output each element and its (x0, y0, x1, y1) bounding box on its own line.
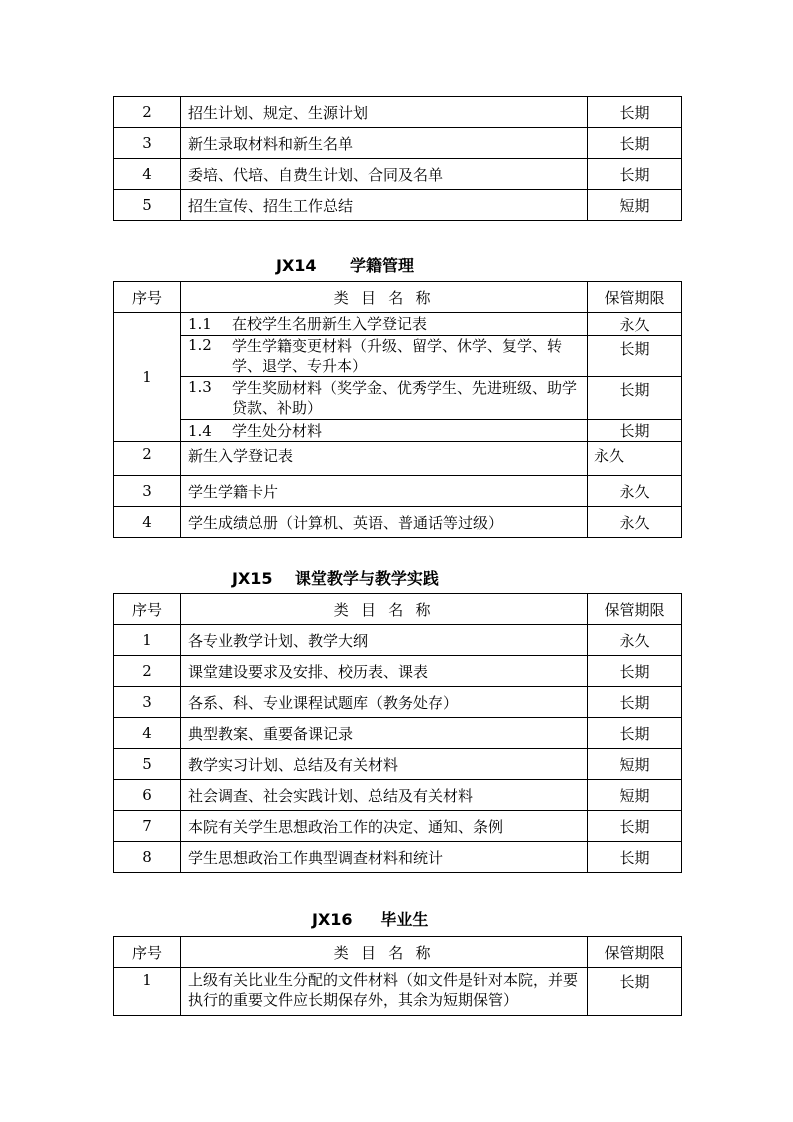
table-row (114, 97, 682, 128)
table-row (114, 842, 682, 873)
category-name: 各系、科、专业课程试题库（教务处存） (181, 687, 588, 718)
retention-period: 永久 (588, 507, 682, 538)
retention-period: 长期 (588, 842, 682, 873)
table-row (114, 811, 682, 842)
retention-period: 长期 (588, 159, 682, 190)
category-name: 学生成绩总册（计算机、英语、普通话等过级） (181, 507, 588, 538)
table-row (114, 420, 682, 442)
retention-period: 长期 (588, 420, 682, 442)
retention-period: 长期 (588, 128, 682, 159)
section-code: JX14 (276, 256, 317, 275)
sub-number: 1.2 (188, 336, 212, 354)
section-name: 毕业生 (380, 910, 429, 929)
row-number: 2 (114, 656, 181, 687)
section-name: 学籍管理 (349, 256, 414, 275)
table-row (114, 336, 682, 377)
teaching-practice-table (113, 593, 682, 873)
table-row (114, 507, 682, 538)
retention-period: 长期 (588, 336, 682, 377)
table-row (114, 656, 682, 687)
table-row (114, 687, 682, 718)
table-row (114, 159, 682, 190)
enrollment-table (113, 96, 682, 221)
section-code: JX15 (232, 569, 273, 588)
retention-period: 长期 (588, 968, 682, 1016)
header-period: 保管期限 (588, 937, 682, 968)
retention-period: 永久 (588, 625, 682, 656)
category-name: 社会调查、社会实践计划、总结及有关材料 (181, 780, 588, 811)
retention-period: 长期 (588, 811, 682, 842)
table-header (114, 937, 682, 968)
row-number: 5 (114, 749, 181, 780)
category-name: 上级有关比业生分配的文件材料（如文件是针对本院，并要执行的重要文件应长期保存外，其余为短期保管） (181, 968, 588, 1016)
table-row (114, 190, 682, 221)
category-name: 学生学籍变更材料（升级、留学、休学、复学、转学、退学、专升本） (232, 337, 563, 375)
table-row (114, 476, 682, 507)
row-number: 3 (114, 476, 181, 507)
header-name: 类 目 名 称 (181, 594, 588, 625)
retention-period: 短期 (588, 749, 682, 780)
retention-period: 永久 (588, 476, 682, 507)
category-name: 本院有关学生思想政治工作的决定、通知、条例 (181, 811, 588, 842)
row-number: 4 (114, 159, 181, 190)
sub-number: 1.1 (188, 315, 212, 333)
retention-period: 长期 (588, 687, 682, 718)
student-status-table (113, 281, 682, 538)
table-header (114, 594, 682, 625)
retention-period: 长期 (588, 656, 682, 687)
table-row (114, 780, 682, 811)
category-name: 委培、代培、自费生计划、合同及名单 (181, 159, 588, 190)
row-number: 4 (114, 718, 181, 749)
category-name: 招生宣传、招生工作总结 (181, 190, 588, 221)
retention-period: 短期 (588, 780, 682, 811)
row-number: 6 (114, 780, 181, 811)
row-number: 1 (114, 625, 181, 656)
table-row (114, 377, 682, 420)
retention-period: 永久 (588, 442, 682, 476)
table-row (114, 749, 682, 780)
category-name: 课堂建设要求及安排、校历表、课表 (181, 656, 588, 687)
row-number: 3 (114, 687, 181, 718)
category-name: 新生入学登记表 (181, 442, 588, 476)
table-row (114, 625, 682, 656)
header-period: 保管期限 (588, 282, 682, 313)
retention-period: 长期 (588, 97, 682, 128)
section-title-jx16 (312, 907, 428, 930)
sub-number: 1.3 (188, 378, 212, 396)
row-number: 1 (114, 313, 181, 442)
category-name: 学生学籍卡片 (181, 476, 588, 507)
category-name: 学生处分材料 (232, 421, 323, 440)
section-name: 课堂教学与教学实践 (294, 569, 439, 588)
row-number: 3 (114, 128, 181, 159)
table-row (114, 442, 682, 476)
section-title-jx14 (276, 253, 414, 276)
row-number: 5 (114, 190, 181, 221)
sub-number: 1.4 (188, 421, 212, 440)
row-number: 1 (114, 968, 181, 1016)
row-number: 4 (114, 507, 181, 538)
header-period: 保管期限 (588, 594, 682, 625)
category-name: 招生计划、规定、生源计划 (181, 97, 588, 128)
graduates-table (113, 936, 682, 1016)
header-no: 序号 (114, 937, 181, 968)
row-number: 2 (114, 442, 181, 476)
category-name: 学生奖励材料（奖学金、优秀学生、先进班级、助学贷款、补助） (232, 379, 578, 417)
row-number: 8 (114, 842, 181, 873)
row-number: 7 (114, 811, 181, 842)
retention-period: 长期 (588, 718, 682, 749)
category-name: 典型教案、重要备课记录 (181, 718, 588, 749)
retention-period: 长期 (588, 377, 682, 420)
category-name: 各专业教学计划、教学大纲 (181, 625, 588, 656)
category-name: 在校学生名册新生入学登记表 (232, 315, 428, 333)
section-title-jx15 (232, 566, 439, 589)
category-name: 学生思想政治工作典型调查材料和统计 (181, 842, 588, 873)
row-number: 2 (114, 97, 181, 128)
header-no: 序号 (114, 594, 181, 625)
table-row (114, 718, 682, 749)
section-code: JX16 (312, 910, 353, 929)
header-name: 类 目 名 称 (181, 282, 588, 313)
table-header (114, 282, 682, 313)
table-row (114, 128, 682, 159)
category-name: 新生录取材料和新生名单 (181, 128, 588, 159)
retention-period: 短期 (588, 190, 682, 221)
header-name: 类 目 名 称 (181, 937, 588, 968)
header-no: 序号 (114, 282, 181, 313)
table-row (114, 968, 682, 1016)
table-row (114, 313, 682, 336)
retention-period: 永久 (588, 313, 682, 336)
category-name: 教学实习计划、总结及有关材料 (181, 749, 588, 780)
